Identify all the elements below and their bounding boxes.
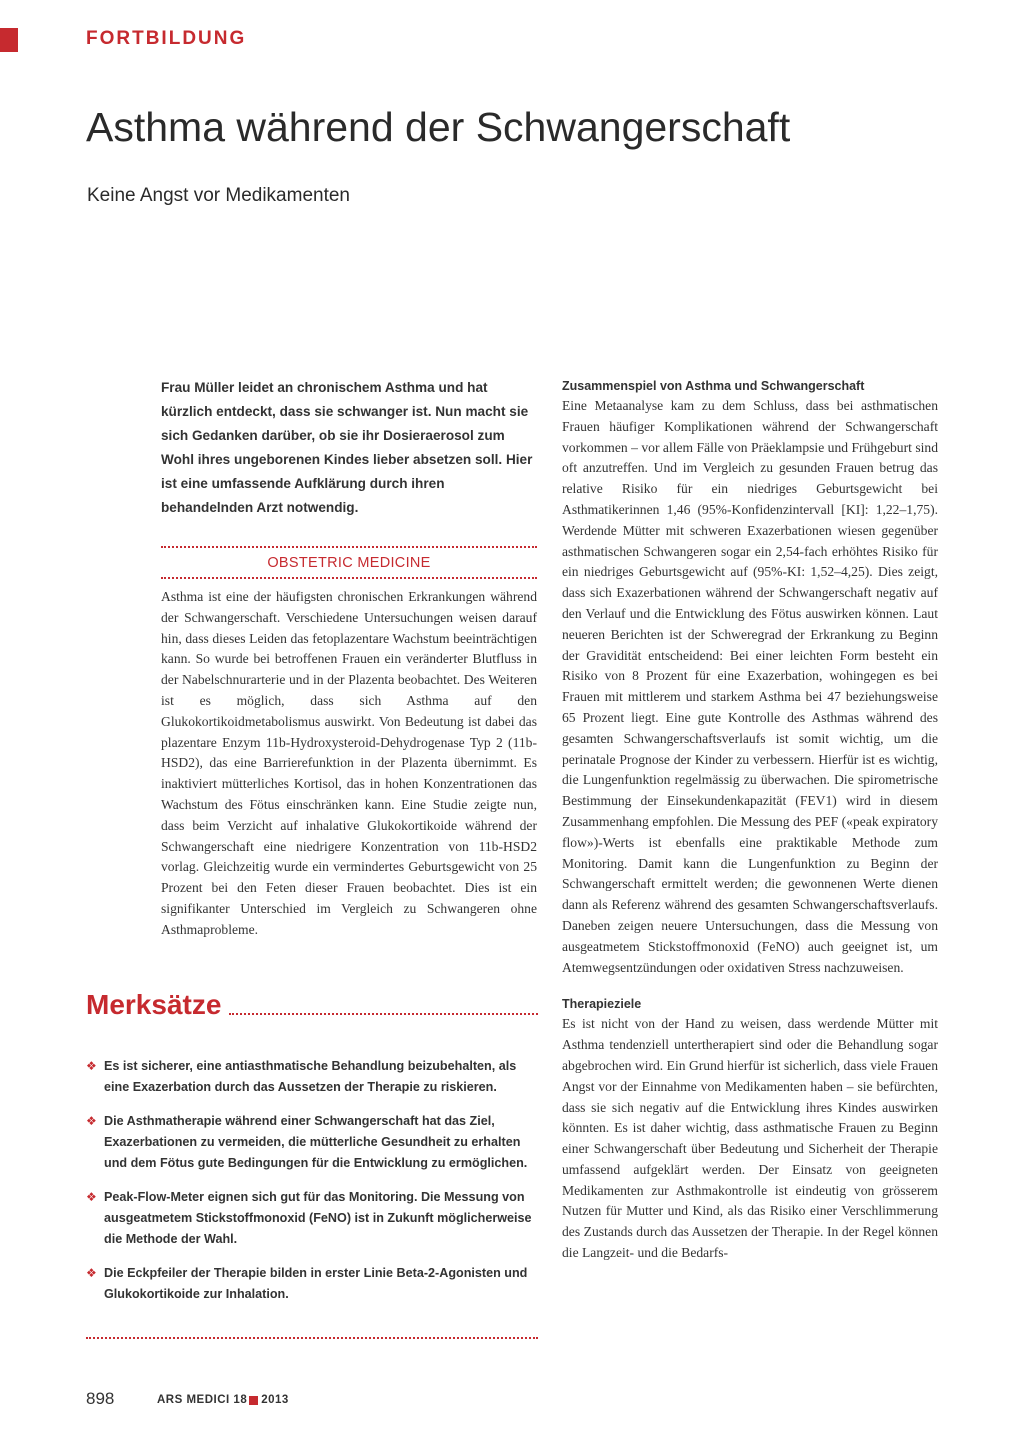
section-heading: Zusammenspiel von Asthma und Schwangerschaft — [562, 379, 865, 393]
kicker-divider-bottom — [161, 577, 537, 579]
merksaetze-title: Merksätze — [86, 989, 222, 1020]
intro-paragraph: Asthma ist eine der häufigsten chronischen Erkrankungen während der Schwangerschaft. Verschiedene Untersuchungen weisen darauf hin, dass dieses Leiden das fetoplazentare Wachstum beeinträchtigen kann. So wurde bei betroffenen Frauen ein veränderter Blutfluss in der Nabelschnurarterie und in der Plazenta beobachtet. Des Weiteren ist es möglich, dass sich Asthma auf den Glukokortikoidmetabolismus auswirkt. Von Bedeutung ist dabei das plazentare Enzym 11b-Hydroxysteroid-Dehydrogenase Typ 2 (11b-HSD2), das eine Barrierefunktion in der Plazenta übernimmt. Es inaktiviert mütterliches Kortisol, das in hohen Konzentrationen das Wachstum des Fötus einschränken kann. Eine Studie zeigte nun, dass beim Verzicht auf inhalative Glukokortikoide während der Schwangerschaft eine niedrigere Konzentration von 11b-HSD2 vorlag. Gleichzeitig wurde ein vermindertes Geburtsgewicht von 25 Prozent bei den Feten dieser Frauen beobachtet. Dies ist ein signifikanter Unterschied im Vergleich zu Schwangeren ohne Asthmaprobleme. — [161, 589, 537, 937]
merksaetze-title-divider — [229, 1013, 538, 1015]
diamond-bullet-icon: ❖ — [86, 1114, 97, 1128]
article-lead: Frau Müller leidet an chronischem Asthma und hat kürzlich entdeckt, dass sie schwanger ist. Nun macht sie sich Gedanken darüber, ob sie ihr Dosieraerosol zum Wohl ihres ungeborenen Kindes lieber absetzen soll. Hier ist eine umfassende Aufklärung durch ihren behandelnden Arzt notwendig. — [161, 380, 533, 515]
list-item — [86, 1056, 538, 1098]
merksaetze-list — [86, 1056, 538, 1305]
article-subtitle: Keine Angst vor Medikamenten — [87, 185, 350, 206]
journal-name: ARS MEDICI 18 — [157, 1394, 248, 1406]
list-item — [86, 1263, 538, 1305]
kicker-label: OBSTETRIC MEDICINE — [267, 555, 431, 571]
section-paragraph: Es ist nicht von der Hand zu weisen, dass werdende Mütter mit Asthma tendenziell untertherapiert sind oder die Behandlung sogar abgebrochen wird. Ein Grund hierfür ist sicherlich, dass viele Frauen Angst vor der Einnahme von Medikamenten haben – sie befürchten, dass sie sich negativ auf die Entwicklung ihres Kindes auswirken könnten. Es ist daher wichtig, dass asthmatische Frauen zu Beginn einer Schwangerschaft über Bedeutung und Sicherheit der Therapie umfassend aufgeklärt werden. Der Einsatz von geeigneten Medikamenten zur Asthmakontrolle ist eindeutig von grösserem Nutzen für Mutter und Kind, als das Risiko einer Verschlimmerung des Zustands durch das Aussetzen der Therapie. In der Regel können die Langzeit- und die Bedarfs- — [562, 1016, 938, 1261]
section-label: FORTBILDUNG — [86, 28, 247, 49]
diamond-bullet-icon: ❖ — [86, 1190, 97, 1204]
list-item-text: Es ist sicherer, eine antiasthmatische Behandlung beizubehalten, als eine Exazerbation durch das Aussetzen der Therapie zu riskieren. — [104, 1059, 517, 1094]
section-heading: Therapieziele — [562, 997, 642, 1012]
merksaetze-divider-bottom — [86, 1337, 538, 1339]
list-item-text: Die Asthmatherapie während einer Schwangerschaft hat das Ziel, Exazerbationen zu vermeiden, die mütterliche Gesundheit zu erhalten und dem Fötus gute Bedingungen für die Entwicklung zu ermöglichen. — [104, 1114, 528, 1170]
list-item — [86, 1187, 538, 1250]
journal-year: 2013 — [261, 1394, 289, 1406]
diamond-bullet-icon: ❖ — [86, 1059, 97, 1073]
list-item-text: Die Eckpfeiler der Therapie bilden in erster Linie Beta-2-Agonisten und Glukokortikoide zur Inhalation. — [104, 1266, 528, 1301]
journal-info — [157, 1394, 289, 1406]
page-number: 898 — [86, 1389, 115, 1408]
article-title: Asthma während der Schwangerschaft — [86, 104, 791, 150]
right-column — [562, 378, 938, 1264]
section-marker — [0, 28, 18, 52]
merksaetze-header — [86, 988, 538, 1022]
separator-square-icon — [249, 1396, 258, 1405]
list-item-text: Peak-Flow-Meter eignen sich gut für das Monitoring. Die Messung von ausgeatmetem Stickstoffmonoxid (FeNO) ist in Zukunft möglicherweise die Methode der Wahl. — [104, 1190, 532, 1246]
left-column — [161, 376, 537, 941]
diamond-bullet-icon: ❖ — [86, 1266, 97, 1280]
kicker-box — [161, 546, 537, 579]
section-paragraph: Eine Metaanalyse kam zu dem Schluss, dass bei asthmatischen Frauen häufiger Komplikationen während der Schwangerschaft vorkommen – vor allem Fälle von Präeklampsie und Frühgeburt sind oft anzutreffen. Und im Vergleich zu gesunden Frauen betrug das relative Risiko für ein niedriges Geburtsgewicht bei Asthmatikerinnen 1,46 (95%-Konfidenzintervall [KI]: 1,22–1,75). Werdende Mütter mit schweren Exazerbationen wiesen gegenüber asthmatischen Schwangeren sogar ein 2,54-fach erhöhtes Risiko für ein niedriges Geburtsgewicht auf (95%-KI: 1,52–4,25). Dies zeigt, dass sich Exazerbationen während der Schwangerschaft negativ auf den Verlauf und die Entwicklung des Fötus auswirken können. Laut neueren Berichten ist der Schweregrad der Erkrankung zu Beginn der Gravidität entscheidend: Bei einer leichten Form besteht ein Risiko von 8 Prozent für eine Exazerbation, wohingegen es bei Frauen mit mittlerem und starkem Asthma bei 47 beziehungsweise 65 Prozent liegt. Eine gute Kontrolle des Asthmas während des gesamten Schwangerschaftsverlaufs ist somit wichtig, um die perinatale Prognose der Kinder zu verbessern. Hierfür ist es wichtig, die Lungenfunktion regelmässig zu überwachen. Die spirometrische Bestimmung der Einsekundenkapazität (FEV1) wird in diesem Zusammenhang empfohlen. Die Messung des PEF («peak expiratory flow»)-Werts ist ebenfalls eine praktikable Methode zum Monitoring. Damit kann die Lungenfunktion zu Beginn der Schwangerschaft ermittelt werden; die gewonnenen Werte dienen dann als Referenz während des gesamten Schwangerschaftsverlaufs. Daneben zeigen neuere Untersuchungen, dass die Messung von ausgeatmetem Stickstoffmonoxid (FeNO) auch geeignet ist, um Atemwegsentzündungen oder oxidativen Stress nachzuweisen. — [562, 398, 938, 975]
merksaetze-box — [86, 988, 538, 1318]
list-item — [86, 1111, 538, 1174]
